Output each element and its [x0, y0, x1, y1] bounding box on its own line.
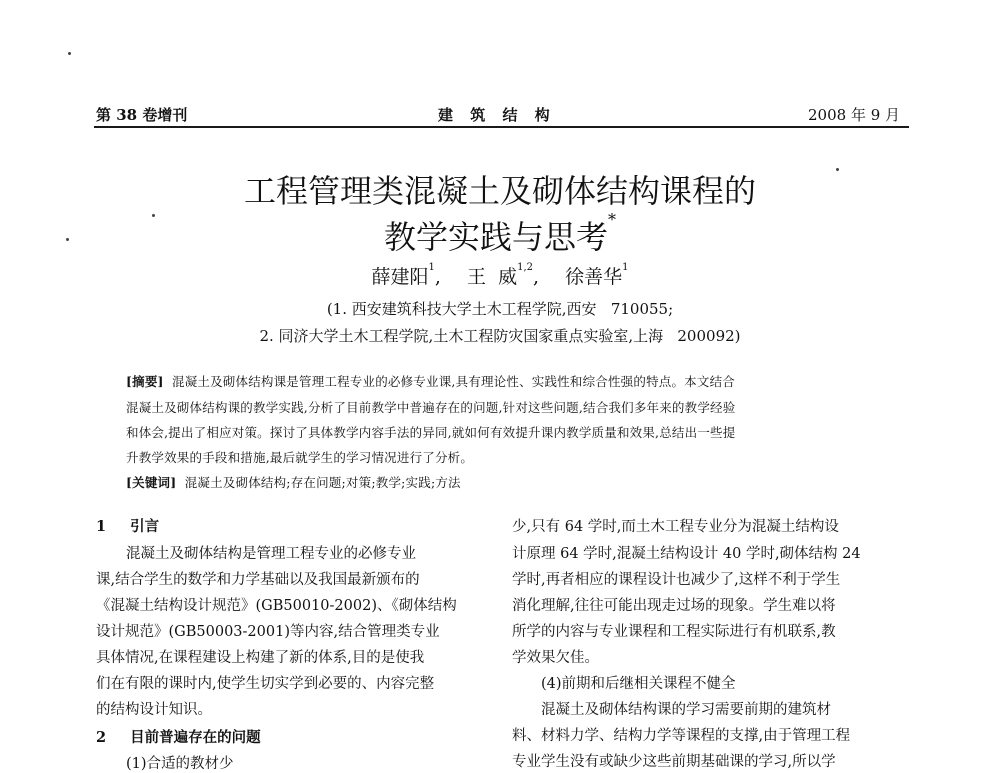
keywords: [关键词] 混凝土及砌体结构;存在问题;对策;教学;实践;方法 — [126, 475, 461, 490]
body-line: 消化理解,往往可能出现走过场的现象。学生难以将 — [512, 598, 836, 614]
body-line: 混凝土及砌体结构课的学习需要前期的建筑材 — [541, 702, 831, 718]
subsection-heading: (4)前期和后继相关课程不健全 — [541, 676, 736, 692]
body-line: 学时,再者相应的课程设计也减少了,这样不利于学生 — [512, 572, 841, 588]
header-rule — [94, 126, 909, 128]
keywords-label: [关键词] — [126, 475, 177, 490]
body-line: 所学的内容与专业课程和工程实际进行有机联系,教 — [512, 624, 836, 640]
body-line: 的结构设计知识。 — [96, 702, 212, 718]
body-line: 学效果欠佳。 — [512, 650, 599, 666]
abstract-line: [摘要] 混凝土及砌体结构课是管理工程专业的必修专业课,具有理论性、实践性和综合性强的特点。本文结合 — [126, 374, 735, 389]
author: 徐善华$^1$ — [565, 262, 629, 288]
body-line: 课,结合学生的数学和力学基础以及我国最新颁布的 — [96, 572, 420, 588]
abstract-line: 混凝土及砌体结构课的教学实践,分析了目前教学中普遍存在的问题,针对这些问题,结合我们多年来的教学经验 — [126, 400, 736, 415]
issue-date: 2008 年 9 月 — [808, 106, 901, 124]
paper-title-line2: 教学实践与思考* — [383, 210, 616, 256]
body-line: 料、材料力学、结构力学等课程的支撑,由于管理工程 — [512, 728, 851, 744]
body-line: 计原理 64 学时,混凝土结构设计 40 学时,砌体结构 24 — [512, 546, 861, 562]
section-heading-1: 1 引言 — [96, 518, 160, 535]
body-line: 少,只有 64 学时,而土木工程专业分为混凝土结构设 — [512, 519, 839, 535]
authors: 薛建阳$^1$, 王 威$^{1,2}$, 徐善华$^1$ — [371, 262, 629, 288]
section-heading-2: 2 目前普遍存在的问题 — [96, 729, 261, 746]
body-line: (1)合适的教材少 — [126, 756, 234, 772]
abstract-label: [摘要] — [126, 374, 164, 389]
journal-volume: 第 38 卷增刊 — [96, 106, 188, 124]
body-line: 设计规范》(GB50003-2001)等内容,结合管理类专业 — [96, 624, 440, 640]
author: 薛建阳$^1$ — [371, 262, 435, 288]
body-line: 《混凝土结构设计规范》(GB50010-2002)、《砌体结构 — [96, 598, 457, 614]
body-line: 具体情况,在课程建设上构建了新的体系,目的是使我 — [96, 650, 425, 666]
affiliation-1: (1. 西安建筑科技大学土木工程学院,西安 710055; — [326, 300, 674, 318]
body-line: 专业学生没有或缺少这些前期基础课的学习,所以学 — [512, 754, 836, 770]
footnote-mark: * — [608, 210, 616, 229]
body-line: 们在有限的课时内,使学生切实学到必要的、内容完整 — [96, 676, 435, 692]
author: 王 威$^{1,2}$ — [467, 262, 533, 288]
scan-speck — [68, 52, 71, 55]
body-line: 混凝土及砌体结构是管理工程专业的必修专业 — [126, 546, 416, 562]
journal-name: 建 筑 结 构 — [438, 106, 556, 124]
abstract-line: 和体会,提出了相应对策。探讨了具体教学内容手法的异同,就如何有效提升课内教学质量和效果,总结出一些提 — [126, 425, 736, 440]
abstract-line: 升教学效果的手段和措施,最后就学生的学习情况进行了分析。 — [126, 450, 474, 465]
affiliation-2: 2. 同济大学土木工程学院,土木工程防灾国家重点实验室,上海 200092) — [259, 327, 741, 345]
paper-title-line1: 工程管理类混凝土及砌体结构课程的 — [243, 172, 756, 210]
